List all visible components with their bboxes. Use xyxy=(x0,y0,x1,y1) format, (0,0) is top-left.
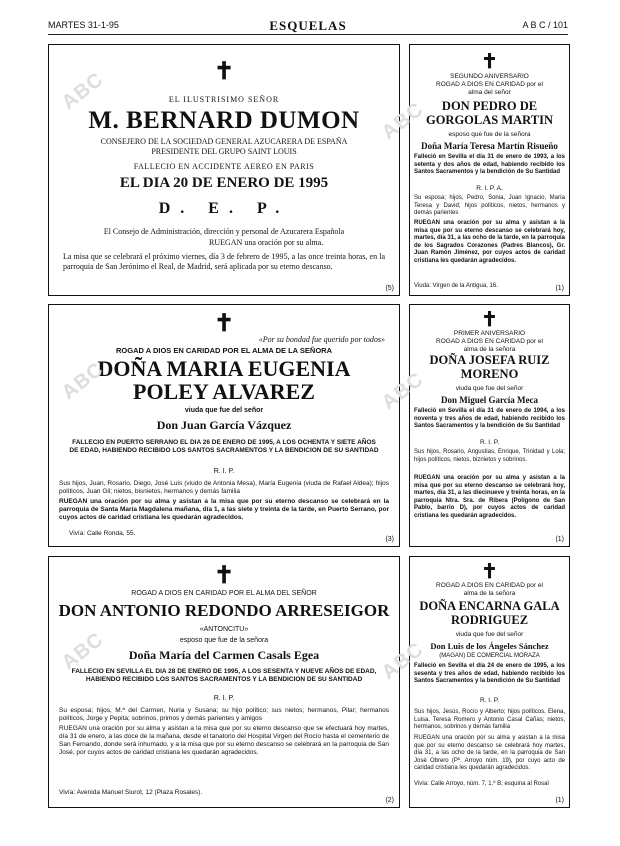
cross-icon: ✝ xyxy=(481,49,498,73)
ruegan: RUEGAN una oración por su alma y asistan a la misa que por su eterno descanso se celebrará hoy, martes, día 31, a las ocho de la tarde, en la parroquia de los Sagrados Corazones (Padres Blancos), Gr. Juan Ramón Jiménez, por cuyos actos de caridad cristiana les quedarán agradecidos. xyxy=(414,220,565,264)
header-date: MARTES 31-1-95 xyxy=(48,20,119,30)
spouse: Doña María del Carmen Casals Egea xyxy=(128,648,320,662)
death-info: FALLECIO EN SEVILLA EL DIA 28 DE ENERO DE 1995, A LOS SESENTA Y NUEVE AÑOS DE EDAD, HABIENDO RECIBIDO LOS SANTOS SACRAMENTOS Y LA BENDICION DE SU SANTIDAD xyxy=(71,668,377,683)
death-info: Falleció en Sevilla el día 31 de enero de 1994, a los noventa y tres años de edad, habiendo recibido los Santos Sacramentos y la bendición de Su Santidad xyxy=(414,408,565,429)
rip: R. I. P. A. xyxy=(476,185,503,192)
spouse: Don Luis de los Ángeles Sánchez xyxy=(430,641,549,651)
abc-watermark: ABC xyxy=(377,368,428,415)
family: Su esposa; hijos, Pedro, Sonia, Juan Ignacio, María Teresa y David; hijos políticos, nietos, hermanos y demás parientes xyxy=(414,195,565,216)
family: Sus hijos, Juan, Rosario, Diego, José Luis (viudo de Antonia Mesa), María Eugenia (viuda de Rafael Aldea); hijos políticos, Juan Gil; nietos, bisnietos, hermanos y demás familia xyxy=(59,480,389,495)
abc-watermark: ABC xyxy=(57,358,108,405)
deceased-name: DOÑA MARIA EUGENIA POLEY ALVAREZ xyxy=(97,356,351,404)
rogad: ROGAD A DIOS EN CARIDAD por el alma de la señora xyxy=(436,338,543,353)
spouse: Don Juan García Vázquez xyxy=(156,418,292,432)
esquela-pre: SEGUNDO ANIVERSARIO xyxy=(450,73,529,80)
rip: R. I. P. xyxy=(479,439,500,446)
ruegan: RUEGAN una oración por su alma. xyxy=(209,238,324,247)
death-info: FALLECIO EN PUERTO SERRANO EL DIA 26 DE ENERO DE 1995, A LOS OCHENTA Y SIETE AÑOS DE EDAD, HABIENDO RECIBIDO LOS SANTOS SACRAMENTOS Y LA BENDICION DE SU SANTIDAD xyxy=(69,439,379,454)
abc-watermark: ABC xyxy=(377,98,428,145)
nickname: (MAGAN) DE COMERCIAL MORAZA xyxy=(439,653,540,659)
address: Vivía: Calle Arroyo, núm. 7, 1.º B, esquina al Rosal xyxy=(414,781,549,787)
abc-watermark: ABC xyxy=(57,628,108,675)
family: Sus hijos, Rosario, Angustias, Enrique, Trinidad y Lola; hijos políticos, nietos, biznietos y sobrinos. xyxy=(414,449,565,463)
spouse: Don Miguel García Meca xyxy=(440,395,539,405)
address: Vivía: Avenida Manuel Siurot, 12 (Plaza Rosales). xyxy=(59,789,203,796)
spouse: Doña María Teresa Martín Risueño xyxy=(421,141,558,151)
death-date: EL DIA 20 DE ENERO DE 1995 xyxy=(119,175,329,191)
deceased-name: DOÑA ENCARNA GALA RODRIGUEZ xyxy=(419,599,560,627)
spouse-intro: esposo que fue de la señora xyxy=(448,131,531,138)
page-number: A B C / 101 xyxy=(522,20,568,30)
esquela-maria-eugenia-poley xyxy=(48,304,400,547)
ref-number: (1) xyxy=(555,536,564,543)
address: Vivía: Calle Ronda, 55. xyxy=(69,530,136,537)
rip: R. I. P. xyxy=(213,468,235,475)
position: CONSEJERO DE LA SOCIEDAD GENERAL AZUCARERA DE ESPAÑA PRESIDENTE DEL GRUPO SAINT LOUIS xyxy=(100,137,348,156)
ref-number: (1) xyxy=(555,285,564,292)
ruegan: RUEGAN una oración por su alma y asistan a la misa que por su eterno descanso se celebrará hoy martes, día 31, a las ocho de la tarde, en la parroquia de San José Obrero (Pº. Arroyo núm. 19), por cuyo acto de caridad cristiana les quedarán agradecidos. xyxy=(414,735,565,771)
abc-watermark: ABC xyxy=(57,68,108,115)
section-title: ESQUELAS xyxy=(269,18,347,33)
esquela-antonio-redondo xyxy=(48,556,400,808)
rogad: ROGAD A DIOS EN CARIDAD POR EL ALMA DE LA SEÑORA xyxy=(116,346,332,355)
family: Su esposa; hijos, M.ª del Carmen, Nuria y Susana; su hijo político; sus nietos; hermanos, Pilar; hermanos políticos, Jorge y Pepita; sobrinos, primos y demás parientes y amigos xyxy=(59,707,389,722)
death-info: FALLECIO EN ACCIDENTE AEREO EN PARIS xyxy=(133,162,315,171)
rip: R. I. P. xyxy=(479,697,500,704)
rogad: ROGAD A DIOS EN CARIDAD por el alma del señor xyxy=(436,81,543,96)
spouse-intro: viuda que fue del señor xyxy=(455,385,524,392)
ref-number: (1) xyxy=(555,797,564,804)
page-header xyxy=(48,18,568,35)
cross-icon: ✝ xyxy=(481,559,498,583)
deceased-name: DON PEDRO DE GORGOLAS MARTIN xyxy=(425,99,553,127)
death-info: Falleció en Sevilla el día 31 de enero de 1993, a los setenta y dos años de edad, habiendo recibido los Santos Sacramentos y la bendición de Su Santidad xyxy=(414,154,565,175)
esquela-bernard-dumon xyxy=(48,44,400,296)
deceased-name: M. BERNARD DUMON xyxy=(88,107,360,134)
rogad: ROGAD A DIOS EN CARIDAD POR EL ALMA DEL SEÑOR xyxy=(131,590,317,597)
esquela-pedro-gorgolas xyxy=(409,44,570,296)
ruegan: RUEGAN una oración por su alma y asistan a la misa que por su eterno descanso se celebrará hoy, martes, día 31, a las diecinueve y treinta horas, en la parroquia Ntra. Sra. de Ribera (Polígono de San Pablo, barrio D), por cuyos actos de caridad cristiana les quedarán agradecidos. xyxy=(414,475,565,519)
cross-icon: ✝ xyxy=(481,307,498,331)
dep: D. E. P. xyxy=(158,200,290,217)
mass-info: La misa que se celebrará el próximo viernes, día 3 de febrero de 1995, a las once treinta horas, en la parroquia de San Jerónimo el Real, de Madrid, será aplicada por su eterno descanso. xyxy=(63,252,385,271)
ref-number: (5) xyxy=(385,285,394,292)
rip: R. I. P. xyxy=(213,695,235,702)
rogad: ROGAD A DIOS EN CARIDAD por el alma de la señora xyxy=(436,582,543,597)
deceased-name: DON ANTONIO REDONDO ARRESEIGOR xyxy=(58,601,390,620)
nickname: «ANTONCITU» xyxy=(199,626,249,633)
esquela-encarna-gala xyxy=(409,556,570,808)
ruegan: RUEGAN una oración por su alma y asistan a la misa que por su eterno descanso se celebrará en la parroquia de Santa María Magdalena mañana, día 1, a las siete y treinta de la tarde, en Puerto Serrano, por cuyos actos de caridad cristiana les quedarán agradecidos. xyxy=(59,498,389,521)
abc-watermark: ABC xyxy=(377,638,428,685)
ruegan: RUEGAN una oración por su alma y asistan a la misa que por su eterno descanso que se efectuará hoy martes, día 31 de enero, a las doce de la mañana, desde el tanatorio del Hospital Virgen del Rocío hasta el cementerio de San Fernando, donde será inhumado, y a la misa que por su eterno descanso se celebrará en la parroquia de San José, por cuyos actos de caridad cristiana les quedarán agradecidos. xyxy=(59,725,389,756)
cross-icon: ✝ xyxy=(213,308,235,337)
family: El Consejo de Administración, dirección y personal de Azucarera Española xyxy=(103,227,345,236)
spouse-intro: viuda que fue del señor xyxy=(184,407,264,414)
esquela-pre: PRIMER ANIVERSARIO xyxy=(453,330,526,337)
deceased-name: DOÑA JOSEFA RUIZ MORENO xyxy=(429,353,550,381)
esquela-pre: EL ILUSTRISIMO SEÑOR xyxy=(168,95,280,104)
ref-number: (2) xyxy=(385,797,394,804)
esquela-josefa-ruiz xyxy=(409,304,570,547)
cross-icon: ✝ xyxy=(213,56,235,85)
address: Viuda: Virgen de la Antigua, 16. xyxy=(414,283,498,289)
ref-number: (3) xyxy=(385,536,394,543)
spouse-intro: viuda que fue del señor xyxy=(455,631,524,638)
spouse-intro: esposo que fue de la señora xyxy=(179,637,269,644)
family: Sus hijos, Jesús, Rocío y Alberto; hijos políticos, Elena, Luisa, Teresa Romero y Antonio Casal Cañas; nietos, hermanos, sobrinos y demás familia xyxy=(414,709,565,730)
death-info: Falleció en Sevilla el día 24 de enero de 1995, a los sesenta y tres años de edad, habiendo recibido los Santos Sacramentos y la bendición de Su Santidad xyxy=(414,663,565,684)
quote: «Por su bondad fue querido por todos» xyxy=(258,335,385,344)
cross-icon: ✝ xyxy=(213,560,235,589)
